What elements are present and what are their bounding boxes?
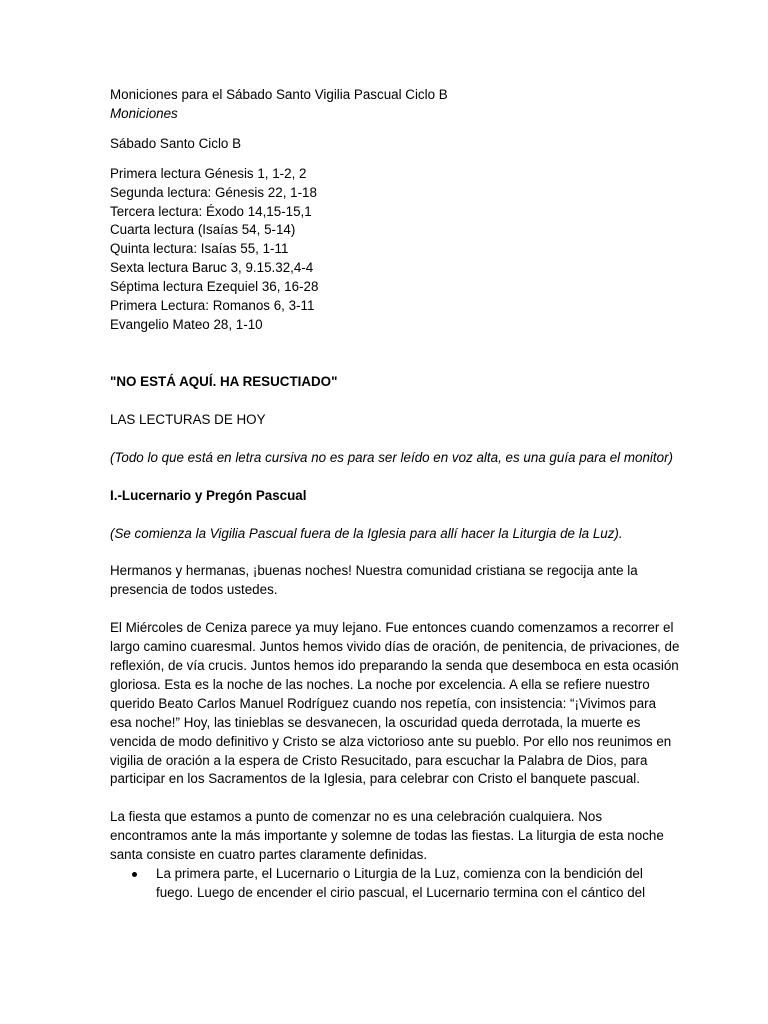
- reading-item: Cuarta lectura (Isaías 54, 5-14): [110, 222, 296, 238]
- bullet-dot-icon: [132, 872, 137, 877]
- section-note: [110, 525, 668, 544]
- bullet-item-lucernario: [110, 865, 670, 903]
- paragraph-fiesta: [110, 808, 668, 865]
- paragraph-line: encontramos ante la más importante y solemne de todas las fiestas. La liturgia de esta noche: [110, 828, 664, 844]
- paragraph-line: santa consiste en cuatro partes claramente definidas.: [110, 847, 428, 863]
- section-title-text: I.-Lucernario y Pregón Pascual: [110, 487, 307, 503]
- main-title-text: "NO ESTÁ AQUÍ. HA RESUCTIADO": [110, 373, 338, 389]
- reading-item: Primera lectura Génesis 1, 1-2, 2: [110, 165, 307, 181]
- parts-bullet-list: [110, 865, 668, 903]
- lecturas-heading: [110, 411, 668, 430]
- reading-item: Séptima lectura Ezequiel 36, 16-28: [110, 279, 319, 295]
- paragraph-line: esa noche!” Hoy, las tinieblas se desvanecen, la oscuridad queda derrotada, la muerte es: [110, 714, 641, 730]
- document-subtitle: Moniciones: [110, 105, 178, 121]
- paragraph-line: Hermanos y hermanas, ¡buenas noches! Nuestra comunidad cristiana se regocija ante la: [110, 563, 638, 579]
- reading-item: Segunda lectura: Génesis 22, 1-18: [110, 184, 317, 200]
- paragraph-line: El Miércoles de Ceniza parece ya muy lejano. Fue entonces cuando comenzamos a recorrer el: [110, 620, 674, 636]
- document-title: Moniciones para el Sábado Santo Vigilia Pascual Ciclo B: [110, 87, 448, 102]
- document-header: [110, 86, 668, 124]
- paragraph-greeting: [110, 562, 668, 600]
- reading-item: Evangelio Mateo 28, 1-10: [110, 316, 263, 332]
- paragraph-line: reflexión, de vía crucis. Juntos hemos ido preparando la senda que desemboca en esta ocasión: [110, 658, 679, 674]
- readings-list: [110, 165, 668, 335]
- paragraph-line: vencida de modo definitivo y Cristo se alza victorioso ante su pueblo. Por ello nos reunimos en: [110, 733, 672, 749]
- paragraph-miercoles: [110, 619, 680, 789]
- paragraph-line: participar en los Sacramentos de la Iglesia, para celebrar con Cristo el banquete pascual.: [110, 771, 640, 787]
- section-title: [110, 487, 668, 506]
- paragraph-line: gloriosa. Esta es la noche de las noches. La noche por excelencia. A ella se refiere nuestro: [110, 676, 650, 692]
- bullet-line: La primera parte, el Lucernario o Liturgia de la Luz, comienza con la bendición del: [156, 866, 643, 882]
- reading-item: Quinta lectura: Isaías 55, 1-11: [110, 241, 289, 257]
- italic-note-text: (Todo lo que está en letra cursiva no es para ser leído en voz alta, es una guía para el monitor): [110, 449, 673, 465]
- paragraph-line: largo camino cuaresmal. Juntos hemos vivido días de oración, de penitencia, de privaciones, de: [110, 639, 680, 655]
- paragraph-line: presencia de todos ustedes.: [110, 582, 278, 598]
- paragraph-line: querido Beato Carlos Manuel Rodríguez cuando nos repetía, con insistencia: “¡Vivimos para: [110, 695, 657, 711]
- bullet-line: fuego. Luego de encender el cirio pascual, el Lucernario termina con el cántico del: [156, 885, 646, 900]
- lecturas-heading-text: LAS LECTURAS DE HOY: [110, 411, 266, 427]
- ciclo-heading-text: Sábado Santo Ciclo B: [110, 135, 242, 151]
- main-title: [110, 373, 668, 392]
- reading-item: Sexta lectura Baruc 3, 9.15.32,4-4: [110, 260, 314, 276]
- paragraph-line: La fiesta que estamos a punto de comenzar no es una celebración cualquiera. Nos: [110, 809, 603, 825]
- reading-item: Primera Lectura: Romanos 6, 3-11: [110, 298, 315, 314]
- reading-item: Tercera lectura: Éxodo 14,15-15,1: [110, 203, 312, 219]
- section-note-text: (Se comienza la Vigilia Pascual fuera de la Iglesia para allí hacer la Liturgia de la Luz).: [110, 525, 623, 541]
- ciclo-heading: [110, 135, 668, 154]
- italic-note: [110, 449, 673, 468]
- paragraph-line: vigilia de oración a la espera de Cristo Resucitado, para escuchar la Palabra de Dios, para: [110, 752, 648, 768]
